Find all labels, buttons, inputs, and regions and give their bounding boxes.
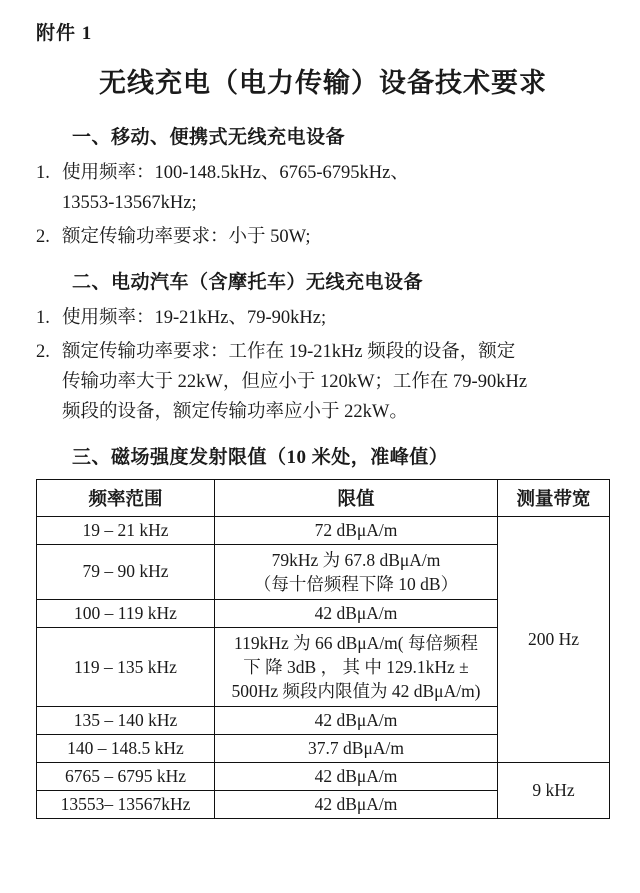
page-title: 无线充电（电力传输）设备技术要求 xyxy=(99,68,547,98)
list-item-number: 2. xyxy=(36,341,50,362)
list-item xyxy=(36,223,610,253)
list-item-line: 频段的设备，额定传输功率应小于 22kW。 xyxy=(62,401,408,422)
list-item-line: 额定传输功率要求：小于 50W; xyxy=(62,226,311,247)
list-item-text xyxy=(62,223,610,253)
list-item-text xyxy=(62,338,610,428)
list-item-line: 13553-13567kHz; xyxy=(62,192,197,213)
cell-frequency: 19 – 21 kHz xyxy=(37,516,215,544)
table-row xyxy=(37,763,610,791)
cell-limit: 37.7 dBμA/m xyxy=(215,735,498,763)
section-heading-3: 三、磁场强度发射限值（10 米处，准峰值） xyxy=(72,446,449,468)
section-heading-2: 二、电动汽车（含摩托车）无线充电设备 xyxy=(72,271,424,293)
cell-limit: 42 dBμA/m xyxy=(215,707,498,735)
list-item-line: 使用频率：100-148.5kHz、6765-6795kHz、 xyxy=(62,163,409,183)
cell-bandwidth: 9 kHz xyxy=(498,763,610,819)
cell-limit-line: 下 降 3dB ， 其 中 129.1kHz ± xyxy=(243,657,469,678)
cell-limit-line: （每十倍频程下降 10 dB） xyxy=(253,573,459,594)
table-header-row xyxy=(37,479,610,516)
cell-frequency: 6765 – 6795 kHz xyxy=(37,763,215,791)
cell-limit-line: 79kHz 为 67.8 dBμA/m xyxy=(271,549,441,570)
list-item xyxy=(36,304,610,334)
cell-frequency: 140 – 148.5 kHz xyxy=(37,735,215,763)
cell-limit: 42 dBμA/m xyxy=(215,763,498,791)
cell-bandwidth: 200 Hz xyxy=(498,516,610,763)
section-heading-1: 一、移动、便携式无线充电设备 xyxy=(72,127,346,148)
list-item-number: 2. xyxy=(36,226,50,247)
attachment-label: 附件 1 xyxy=(36,23,93,44)
cell-limit xyxy=(215,544,498,599)
list-item-line: 额定传输功率要求：工作在 19-21kHz 频段的设备，额定 xyxy=(62,341,516,362)
list-item-text xyxy=(62,159,610,219)
cell-limit: 72 dBμA/m xyxy=(215,516,498,544)
table-header-bandwidth: 测量带宽 xyxy=(498,479,610,516)
table-header-limit: 限值 xyxy=(215,479,498,516)
list-item-line: 使用频率：19-21kHz、79-90kHz; xyxy=(62,307,327,328)
cell-frequency: 135 – 140 kHz xyxy=(37,707,215,735)
list-item xyxy=(36,338,610,428)
cell-frequency: 79 – 90 kHz xyxy=(37,544,215,599)
cell-limit xyxy=(215,628,498,707)
list-item-text xyxy=(62,304,610,334)
list-item-line: 传输功率大于 22kW，但应小于 120kW；工作在 79-90kHz xyxy=(62,371,528,392)
list-item-number: 1. xyxy=(36,307,50,328)
list-item xyxy=(36,159,610,219)
cell-frequency: 119 – 135 kHz xyxy=(37,628,215,707)
emission-limits-table xyxy=(36,479,610,820)
cell-frequency: 100 – 119 kHz xyxy=(37,600,215,628)
cell-limit-line: 119kHz 为 66 dBμA/m( 每倍频程 xyxy=(234,633,478,654)
table-row xyxy=(37,516,610,544)
cell-limit-line: 500Hz 频段内限值为 42 dBμA/m) xyxy=(231,681,481,702)
list-item-number: 1. xyxy=(36,163,50,183)
cell-limit: 42 dBμA/m xyxy=(215,791,498,819)
cell-frequency: 13553– 13567kHz xyxy=(37,791,215,819)
cell-limit: 42 dBμA/m xyxy=(215,600,498,628)
table-header-frequency: 频率范围 xyxy=(37,479,215,516)
